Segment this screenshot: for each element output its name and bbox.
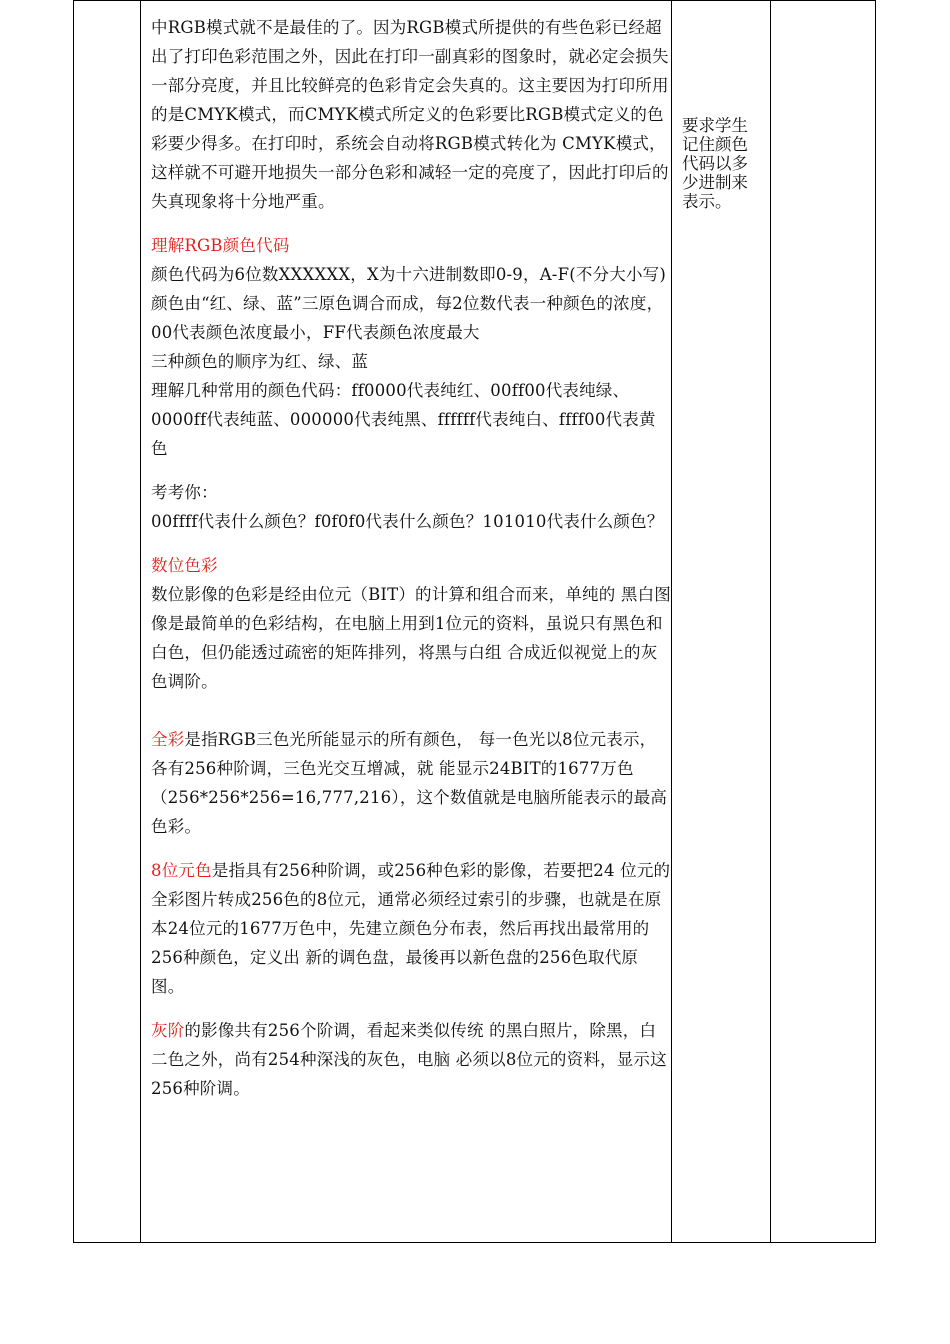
full-color-paragraph [151,725,671,841]
digital-color-paragraph: 数位影像的色彩是经由位元（BIT）的计算和组合而来，单纯的 黑白图像是最简单的色彩结构，在电脑上用到1位元的资料，虽说只有黑色和白色，但仍能透过疏密的矩阵排列，将黑与白组 合成近似视觉上的灰色调阶。 [151,585,671,691]
column-divider-3 [770,1,771,1242]
grayscale-text: 的影像共有256个阶调，看起来类似传统 的黑白照片，除黑，白二色之外，尚有254种深浅的灰色，电脑 必须以8位元的资料，显示这256种阶调。 [151,1021,667,1098]
rgb-code-line-1: 颜色代码为6位数XXXXXX，X为十六进制数即0-9，A-F(不分大小写) [151,265,667,284]
column-divider-1 [140,1,141,1242]
teacher-note: 要求学生记住颜色代码以多少进制来表示。 [682,116,748,211]
heading-rgb-color-code: 理解RGB颜色代码 [151,236,290,255]
eight-bit-term: 8位元色 [151,861,212,880]
eight-bit-paragraph [151,856,671,1001]
rgb-code-line-2: 颜色由“红、绿、蓝”三原色调合而成，每2位数代表一种颜色的浓度，00代表颜色浓度最小，FF代表颜色浓度最大 [151,294,664,342]
full-color-term: 全彩 [151,730,185,749]
grayscale-term: 灰阶 [151,1021,185,1040]
column-divider-2 [671,1,672,1242]
quiz-title: 考考你： [151,483,218,502]
rgb-printing-paragraph: 中RGB模式就不是最佳的了。因为RGB模式所提供的有些色彩已经超出了打印色彩范围之外，因此在打印一副真彩的图象时，就必定会损失一部分亮度，并且比较鲜亮的色彩肯定会失真的。这主要因为打印所用的是CMYK模式，而CMYK模式所定义的色彩要比RGB模式定义的色彩要少得多。在打印时，系统会自动将RGB模式转化为 CMYK模式，这样就不可避开地损失一部分色彩和减轻一定的亮度了，因此打印后的失真现象将十分地严重。 [151,18,669,211]
grayscale-paragraph [151,1016,671,1103]
rgb-code-line-4: 理解几种常用的颜色代码：ff0000代表纯红、00ff00代表纯绿、0000ff代表纯蓝、000000代表纯黑、ffffff代表纯白、ffff00代表黄色 [151,381,656,458]
eight-bit-text: 是指具有256种阶调，或256种色彩的影像，若要把24 位元的全彩图片转成256色的8位元，通常必须经过索引的步骤，也就是在原本24位元的1677万色中，先建立颜色分布表，然后再找出最常用的256种颜色，定义出 新的调色盘，最後再以新色盘的256色取代原图。 [151,861,671,996]
rgb-code-line-3: 三种颜色的顺序为红、绿、蓝 [151,352,369,371]
full-color-text: 是指RGB三色光所能显示的所有颜色， 每一色光以8位元表示，各有256种阶调，三色光交互增减，就 能显示24BIT的1677万色（256*256*256=16,777,216），这个数值就是电脑所能表示的最高色彩。 [151,730,668,836]
content-cell [151,13,671,1103]
quiz-question: 00ffff代表什么颜色？f0f0f0代表什么颜色？101010代表什么颜色？ [151,512,664,531]
lesson-table [73,0,876,1243]
heading-digital-color: 数位色彩 [151,556,218,575]
